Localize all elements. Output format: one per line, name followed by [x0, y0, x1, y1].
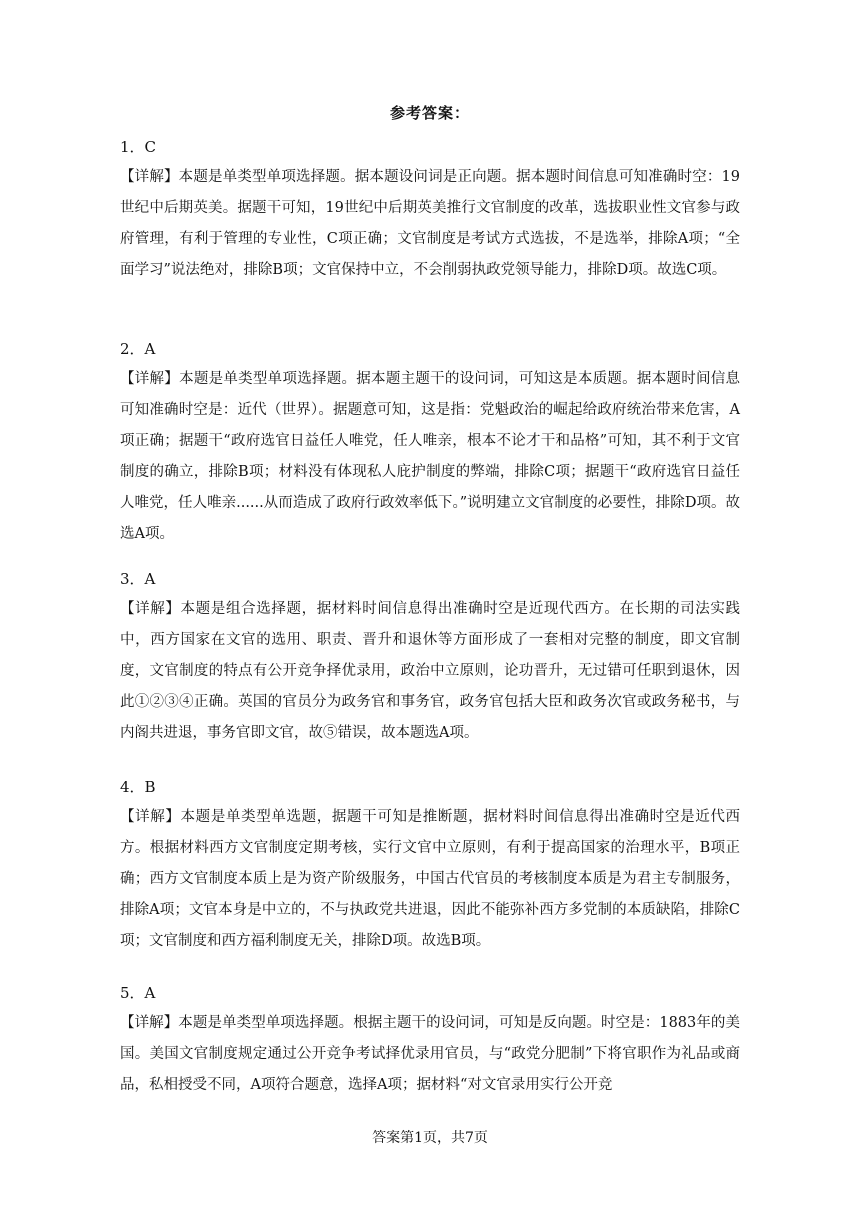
- answer-explanation: 【详解】本题是单类型单项选择题。据本题主题干的设问词，可知这是本质题。据本题时间信息可知准确时空是：近代（世界）。据题意可知，这是指：党魁政治的崛起给政府统治带来危害，A项正确；据题干“政府选官日益任人唯党，任人唯亲，根本不论才干和品格”可知，其不利于文官制度的确立，排除B项；材料没有体现私人庇护制度的弊端，排除C项；据题干“政府选官日益任人唯党，任人唯亲......从而造成了政府行政效率低下。”说明建立文官制度的必要性，排除D项。故选A项。: [120, 371, 740, 542]
- answer-number: 1．C: [120, 138, 157, 156]
- answer-number: 2．A: [120, 340, 156, 358]
- answer-explanation: 【详解】本题是单类型单项选择题。据本题设问词是正向题。据本题时间信息可知准确时空：19世纪中后期英美。据题干可知，19世纪中后期英美推行文官制度的改革，选拔职业性文官参与政府管理，有利于管理的专业性，C项正确；文官制度是考试方式选拔，不是选举，排除A项；“全面学习”说法绝对，排除B项；文官保持中立，不会削弱执政党领导能力，排除D项。故选C项。: [120, 169, 740, 278]
- answer-item-4: [120, 772, 740, 957]
- answer-number: 4．B: [120, 778, 156, 796]
- answer-number: 3．A: [120, 570, 156, 588]
- answer-item-3: [120, 564, 740, 749]
- answer-item-1: [120, 132, 740, 286]
- page-footer: 答案第1页，共7页: [372, 1130, 488, 1146]
- answer-item-2: [120, 334, 740, 550]
- answer-explanation: 【详解】本题是单类型单选题，据题干可知是推断题，据材料时间信息得出准确时空是近代西方。根据材料西方文官制度定期考核，实行文官中立原则，有利于提高国家的治理水平，B项正确；西方文官制度本质上是为资产阶级服务，中国古代官员的考核制度本质是为君主专制服务，排除A项；文官本身是中立的，不与执政党共进退，因此不能弥补西方多党制的本质缺陷，排除C项；文官制度和西方福利制度无关，排除D项。故选B项。: [120, 809, 740, 949]
- answer-number: 5．A: [120, 984, 156, 1002]
- page-title: 参考答案：: [389, 104, 470, 122]
- answer-item-5: [120, 978, 740, 1101]
- answer-explanation: 【详解】本题是组合选择题，据材料时间信息得出准确时空是近现代西方。在长期的司法实践中，西方国家在文官的选用、职责、晋升和退休等方面形成了一套相对完整的制度，即文官制度，文官制度的特点有公开竞争择优录用，政治中立原则，论功晋升，无过错可任职到退休，因此①②③④正确。英国的官员分为政务官和事务官，政务官包括大臣和政务次官或政务秘书，与内阁共进退，事务官即文官，故⑤错误，故本题选A项。: [120, 601, 740, 741]
- answer-explanation: 【详解】本题是单类型单项选择题。根据主题干的设问词，可知是反向题。时空是：1883年的美国。美国文官制度规定通过公开竞争考试择优录用官员，与“政党分肥制”下将官职作为礼品或商品，私相授受不同，A项符合题意，选择A项；据材料“对文官录用实行公开竞: [120, 1015, 740, 1093]
